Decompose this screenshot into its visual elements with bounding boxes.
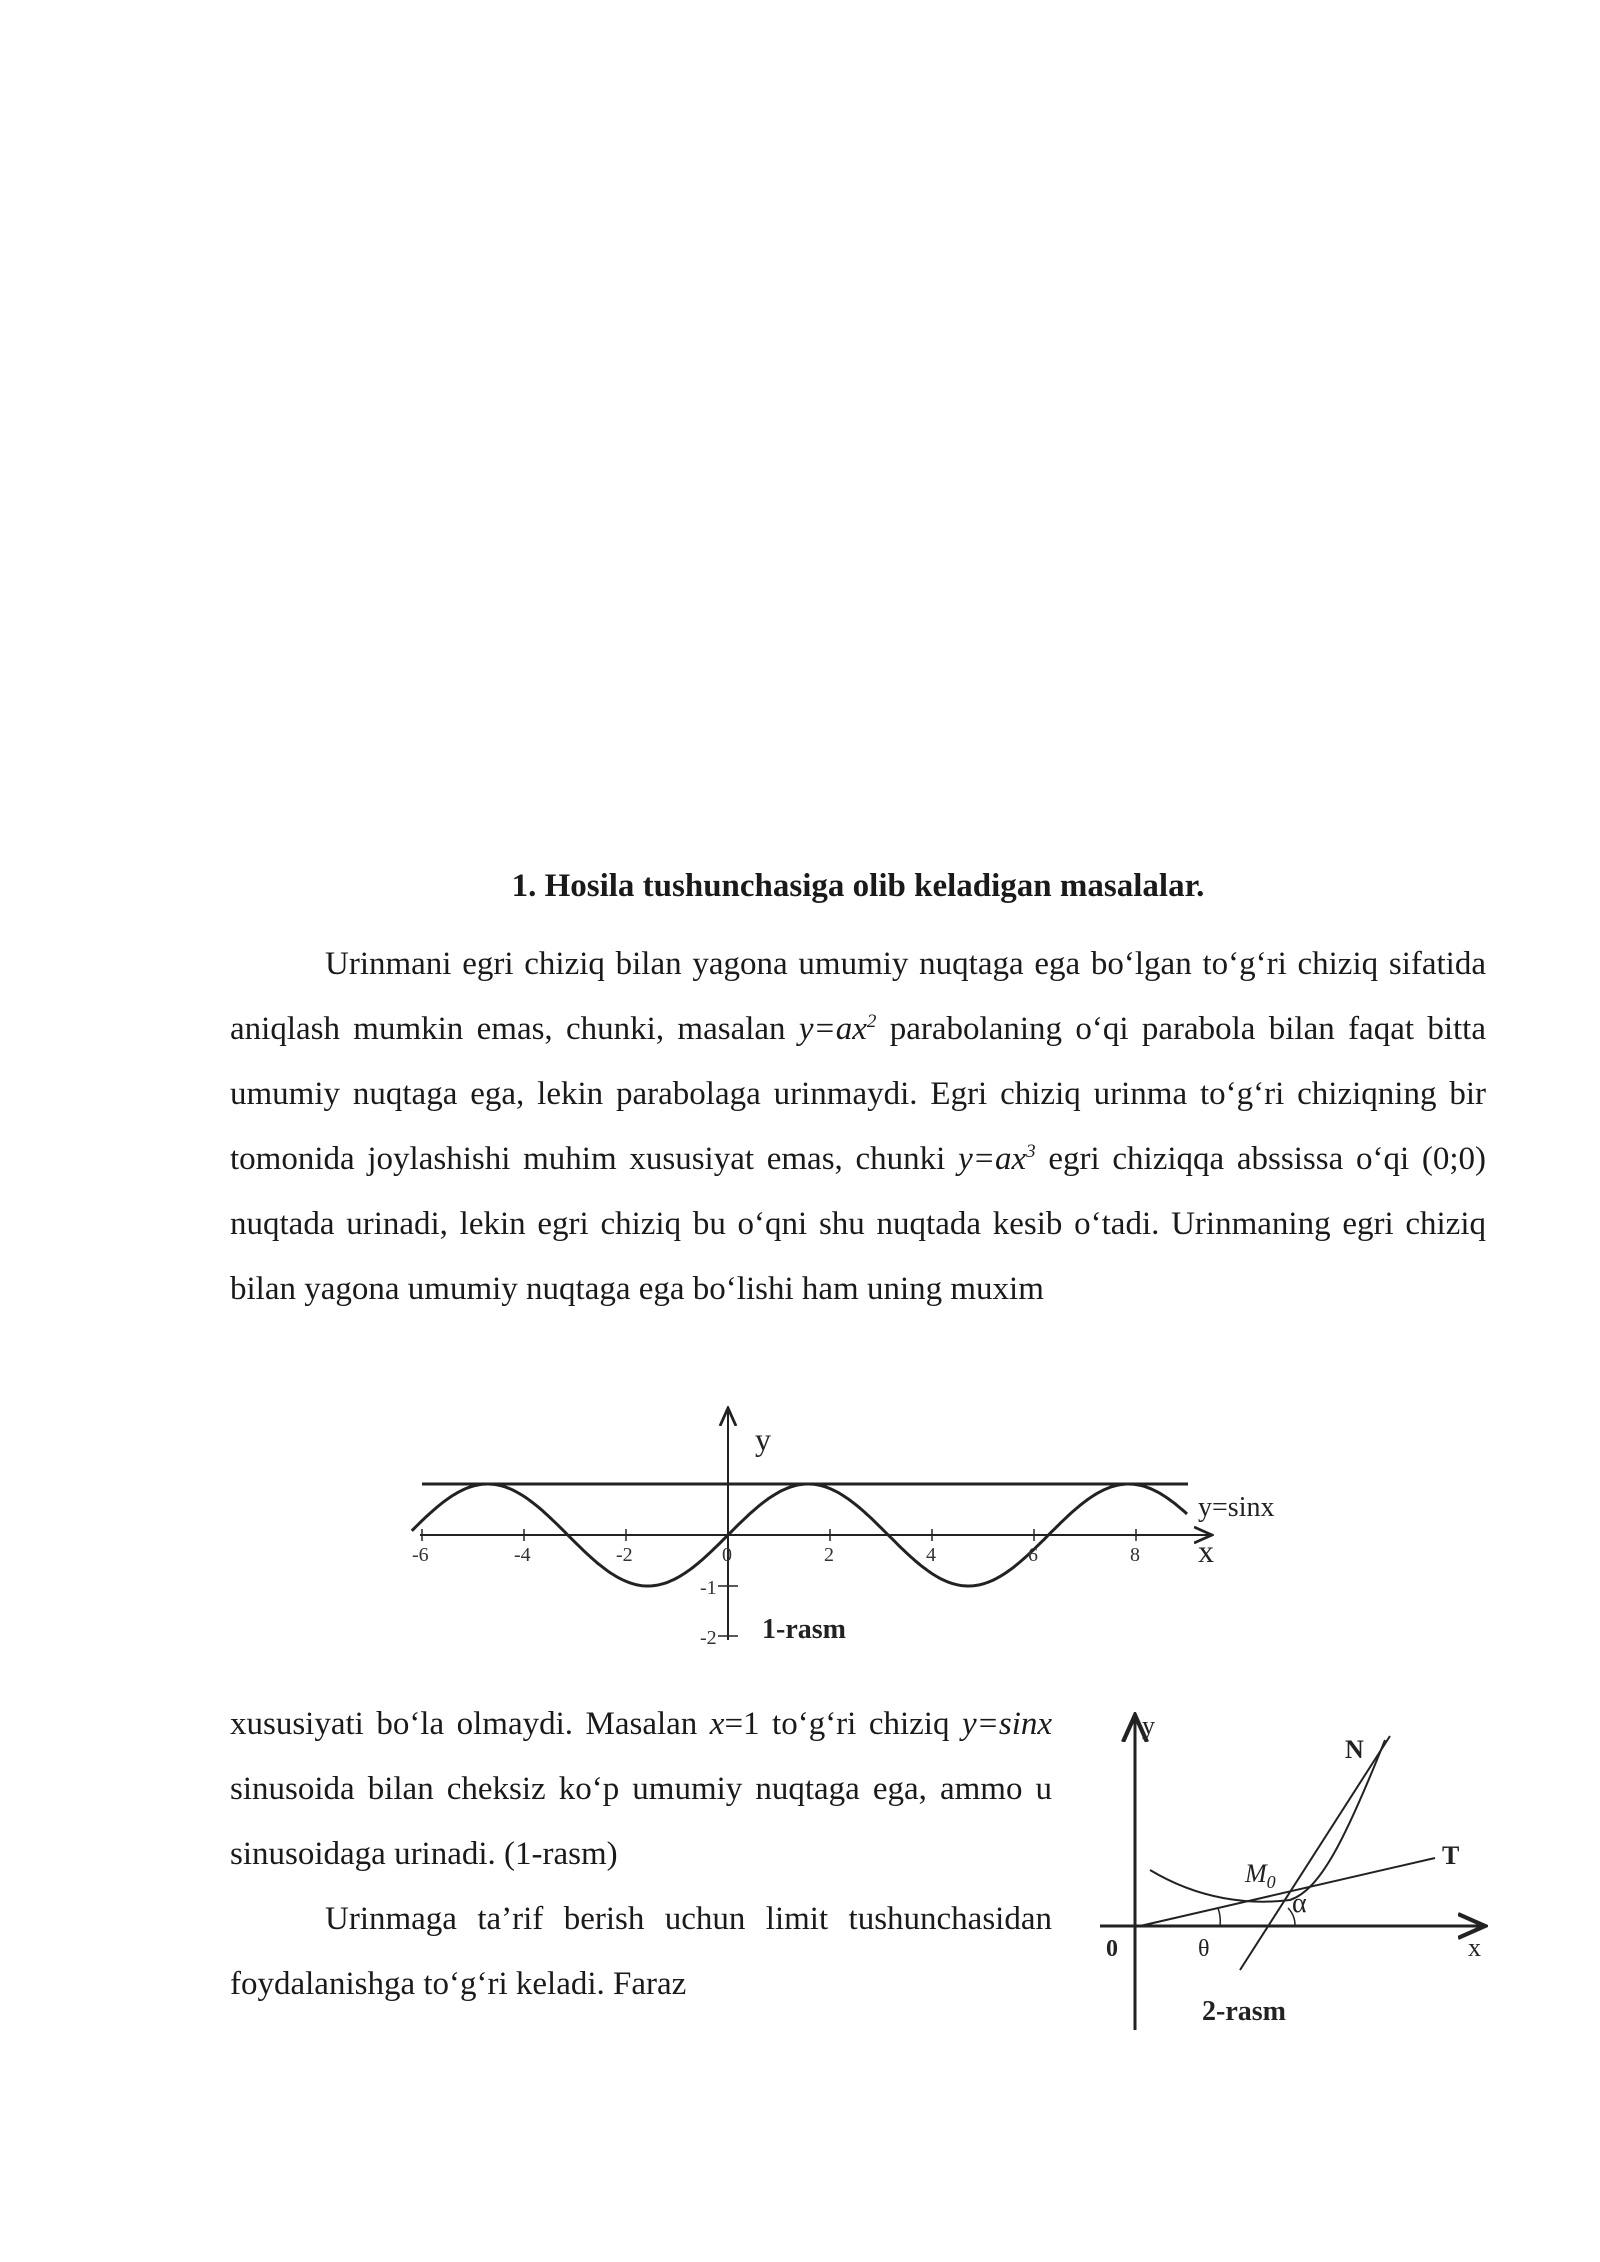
fig2-alpha-label: α [1292, 1888, 1307, 1919]
formula-sinx: y=sinx [961, 1706, 1053, 1742]
fig1-x-tick-label: -6 [412, 1544, 429, 1566]
fig1-x-tick-label: -4 [514, 1544, 531, 1566]
fig1-y-tick-label-minus2: -2 [700, 1627, 717, 1649]
fig2-angle-theta-arc [1218, 1908, 1220, 1926]
fig1-x-tick-label: 4 [926, 1544, 936, 1566]
fig1-x-tick-label: 2 [824, 1544, 834, 1566]
section-heading: 1. Hosila tushunchasiga olib keladigan masalalar. [511, 868, 1205, 904]
para1-text-1: Urinmani egri chiziq bilan yagona umumiy nuqtaga ega bo‘lgan to‘g‘ri chiziq sifatida aniqlash mumkin emas, chunki, masalan [230, 946, 1486, 1047]
fig2-theta-label: θ [1198, 1936, 1210, 1962]
fig2-x-label: x [1468, 1933, 1481, 1962]
fig1-y-label: y [755, 1421, 771, 1457]
fig2-caption: 2-rasm [1202, 1996, 1286, 2027]
formula-cubic: y=ax [958, 1141, 1027, 1177]
fig2-n-label: N [1345, 1735, 1364, 1764]
fig1-y-tick-label-minus1: -1 [700, 1577, 717, 1599]
formula-x: x [709, 1706, 725, 1742]
figure-1-sine-graph [410, 1400, 1310, 1650]
formula-parabola: y=ax [798, 1011, 867, 1047]
fig1-caption: 1-rasm [762, 1614, 846, 1645]
fig2-t-label: T [1442, 1841, 1460, 1870]
figure-2-tangent-diagram [1090, 1700, 1510, 2040]
fig2-m-subscript: 0 [1266, 1872, 1276, 1892]
formula-cubic-exponent: 3 [1026, 1141, 1036, 1162]
fig2-origin-label: 0 [1106, 1936, 1118, 1962]
fig1-curve-label: y=sinx [1198, 1492, 1275, 1523]
fig1-x-tick-label: -2 [616, 1544, 633, 1566]
fig2-y-label: y [1142, 1711, 1155, 1740]
paragraph-1 [230, 932, 1486, 1322]
fig2-tangent-line-T [1140, 1858, 1435, 1926]
formula-parabola-exponent: 2 [866, 1011, 877, 1032]
paragraph-3: Urinmaga ta’rif berish uchun limit tushunchasidan foydalanishga to‘g‘ri keladi. Faraz [230, 1901, 1052, 2002]
para1-text-2: parabolaning o‘qi parabola bilan faqat bitta umumiy nuqtaga ega, lekin parabolaga urinmaydi. Egri chiziq urinma to‘g‘ri chiziqning bir tomonida joylashishi muhim xususiyat emas, chunki [230, 1011, 1486, 1177]
fig1-x-tick-label: 0 [722, 1544, 732, 1566]
fig1-x-label: x [1198, 1533, 1214, 1569]
paragraph-2-column [230, 1692, 1052, 2017]
fig1-x-tick-label: 6 [1028, 1544, 1038, 1566]
fig2-m-label: $M_0$ [1245, 1859, 1276, 1892]
fig1-x-tick-label: 8 [1130, 1544, 1140, 1566]
para1-text-3: egri chiziqqa abssissa o‘qi (0;0) nuqtada urinadi, lekin egri chiziq bu o‘qni shu nuqtada kesib o‘tadi. Urinmaning egri chiziq bilan yagona umumiy nuqtaga ega bo‘lishi ham uning muxim [230, 1141, 1487, 1307]
fig2-secant-line [1240, 1736, 1390, 1970]
paragraph-2: xususiyati bo‘la olmaydi. Masalan x=1 to‘g‘ri chiziq y=sinx sinusoida bilan cheksiz ko‘p umumiy nuqtaga ega, ammo u sinusoidaga urinadi. (1-rasm) [230, 1706, 1053, 1872]
